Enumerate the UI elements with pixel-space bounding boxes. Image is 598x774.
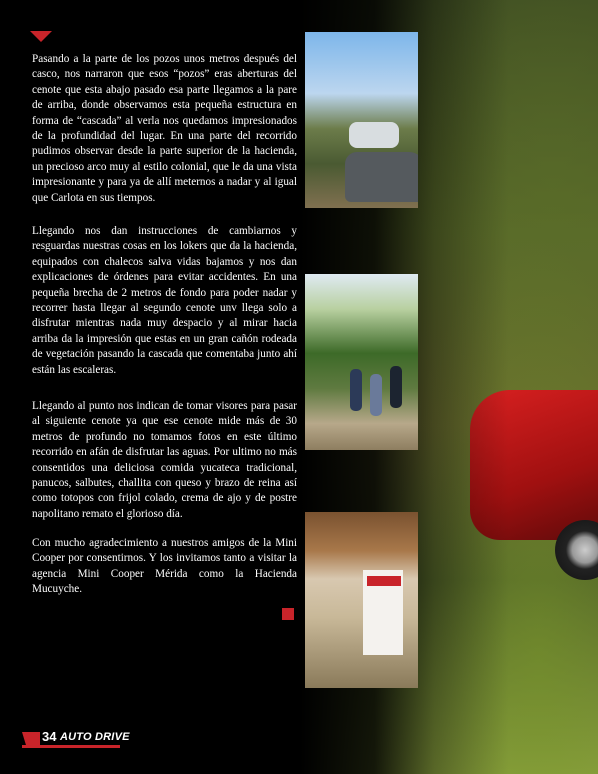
paragraph-text: Llegando al punto nos indican de tomar visores para pasar al siguiente cenote ya que ese cenote mide más de 30 metros de profundo no tomamos fotos en este último recorrido en afán de disfrutar las aguas. Por ultimo no más consentidos una deliciosa comida yucateca tradicional, panucos, salbutes, challita con queso y brazo de reina así como totopos con frijol colado, crema de ajo y de postre napolitano remato el glorioso día. — [32, 400, 297, 520]
paragraph-text: Con mucho agradecimiento a nuestros amigos de la Mini Cooper por consentirnos. Y los invitamos tanto a visitar la agencia Mini Cooper Mérida como la Hacienda Mucuyche. — [32, 537, 297, 596]
photo-parking-lot — [305, 32, 418, 208]
gray-mini-cooper — [345, 152, 418, 202]
person — [370, 374, 382, 416]
paragraph-text: Pasando a la parte de los pozos unos metros después del casco, nos narraron que esos “pozos” eras aberturas del cenote que esta abajo pasado esa parte llegamos a la pare de arriba, donde observamos esta pequeña estructura en forma de “cascada” al verla nos quedamos impresionados de la profundidad del lugar. En una parte del recorrido pudimos observar desde la parte superior de la hacienda, un precioso arco muy al estilo colonial, que le da una vista impresionante y para ya de allí meternos a nadar y al igual que Carlota en sus tiempos. — [32, 53, 297, 204]
article-paragraph-4 — [32, 536, 297, 598]
page-number: 34 — [42, 729, 57, 744]
article-paragraph-2 — [32, 224, 297, 378]
footer-accent-bar — [22, 732, 40, 745]
footer-underline — [22, 745, 120, 748]
article-paragraph-1 — [32, 52, 297, 206]
section-marker-triangle — [30, 31, 52, 42]
article-paragraph-3 — [32, 399, 297, 522]
person — [350, 369, 362, 411]
banner-red-stripe — [367, 576, 401, 586]
photo-dining-palapa — [305, 512, 418, 688]
magazine-brand-logo: AUTO DRIVE — [60, 731, 130, 743]
end-of-article-mark — [282, 608, 294, 620]
white-car — [349, 122, 399, 148]
paragraph-text: Llegando nos dan instrucciones de cambiarnos y resguardas nuestras cosas en los lokers que da la hacienda, equipados con chalecos salva vidas bajamos y nos dan explicaciones de órdenes para evitar accidentes. En una pequeña brecha de 2 metros de fondo para poder nadar y recorrer hasta llegar al segundo cenote unv llega solo a disfrutar mientras nada muy despacio y al mirar hacia arriba da la impresión que estas en un gran cañón rodeada de vegetación pasando la cascada que comentaba junto ahí están las escaleras. — [32, 225, 297, 376]
person — [390, 366, 402, 408]
photo-group-in-garden — [305, 274, 418, 450]
